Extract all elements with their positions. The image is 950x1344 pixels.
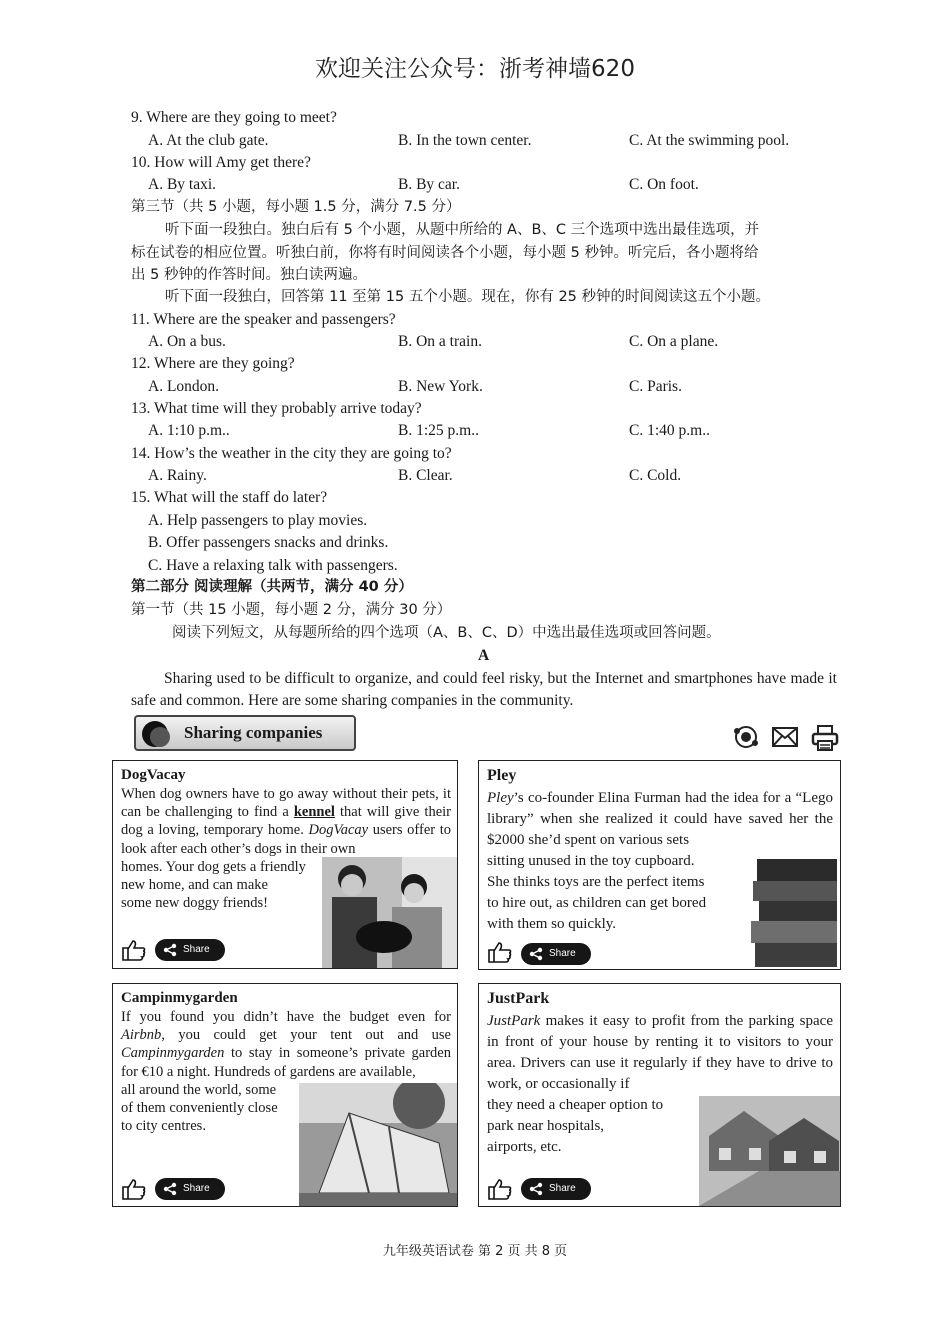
share-button[interactable]	[155, 939, 225, 961]
question-9: 9. Where are they going to meet?	[131, 109, 337, 126]
q14-option-c: C. Cold.	[629, 467, 682, 484]
part2-instruction: 阅读下列短文，从每题所给的四个选项（A、B、C、D）中选出最佳选项或回答问题。	[172, 625, 721, 641]
thumbs-up-icon[interactable]	[487, 941, 513, 963]
card-text: Pley’s co-founder Elina Furman had the idea for a “Lego library” when she realized it could have saved her the $2000 she’d spent on various sets	[487, 790, 833, 848]
q13-option-b: B. 1:25 p.m..	[398, 422, 479, 439]
page-footer: 九年级英语试卷 第 2 页 共 8 页	[382, 1244, 568, 1259]
q11-option-c: C. On a plane.	[629, 333, 719, 350]
q12-option-c: C. Paris.	[629, 378, 682, 395]
q9-option-a: A. At the club gate.	[148, 132, 269, 149]
q15-option-c: C. Have a relaxing talk with passengers.	[148, 557, 398, 574]
card-dogvacay	[112, 760, 458, 969]
q10-option-a: A. By taxi.	[148, 176, 217, 193]
share-label: Share	[183, 1183, 210, 1194]
share-icon	[163, 943, 177, 957]
question-13: 13. What time will they probably arrive today?	[131, 400, 422, 417]
q10-option-c: C. On foot.	[629, 176, 699, 193]
circle-icon	[150, 727, 170, 747]
thumbs-up-icon[interactable]	[487, 1178, 513, 1200]
share-icon	[163, 1182, 177, 1196]
sharing-companies-banner	[134, 715, 356, 751]
q10-option-b: B. By car.	[398, 176, 460, 193]
section3-instruction-4: 听下面一段独白，回答第 11 至第 15 五个小题。现在，你有 25 秒钟的时间阅读这五个小题。	[165, 289, 771, 305]
card-text: If you found you didn’t have the budget even for Airbnb, you could get your tent out and use Campinmygarden to stay in someone’s private garden for €10 a night. Hundreds of gardens are available,	[121, 1009, 451, 1080]
passage-letter: A	[478, 647, 490, 664]
tent-garden-photo	[299, 1083, 457, 1206]
mail-icon[interactable]	[771, 724, 799, 750]
card-campinmygarden	[112, 983, 458, 1207]
card-pley	[478, 760, 841, 970]
question-12: 12. Where are they going?	[131, 355, 295, 372]
share-toolbar	[733, 724, 839, 752]
share-icon	[529, 947, 543, 961]
printer-icon[interactable]	[811, 724, 839, 752]
card-text-wrap: sitting unused in the toy cupboard. She thinks toys are the perfect items to hire out, as children can get bored with them so quickly.	[487, 853, 707, 932]
question-14: 14. How’s the weather in the city they are going to?	[131, 445, 452, 462]
q11-option-b: B. On a train.	[398, 333, 482, 350]
lego-boxes-photo	[749, 853, 841, 970]
q13-option-a: A. 1:10 p.m..	[148, 422, 230, 439]
share-label: Share	[183, 944, 210, 955]
thumbs-up-icon[interactable]	[121, 1178, 147, 1200]
q15-option-b: B. Offer passengers snacks and drinks.	[148, 534, 389, 551]
houses-street-photo	[699, 1096, 841, 1206]
q12-option-a: A. London.	[148, 378, 220, 395]
q13-option-c: C. 1:40 p.m..	[629, 422, 710, 439]
card-title: Campinmygarden	[121, 990, 238, 1006]
share-button[interactable]	[521, 943, 591, 965]
page-header: 欢迎关注公众号：浙考神墙620	[315, 56, 635, 82]
part2-title: 第二部分 阅读理解（共两节，满分 40 分）	[131, 579, 413, 595]
section3-instruction-2: 标在试卷的相应位置。听独白前，你将有时间阅读各个小题，每小题 5 秒钟。听完后，各小题将给	[131, 245, 759, 261]
q15-option-a: A. Help passengers to play movies.	[148, 512, 368, 529]
share-icon	[529, 1182, 543, 1196]
question-15: 15. What will the staff do later?	[131, 489, 328, 506]
q9-option-b: B. In the town center.	[398, 132, 532, 149]
dog-owners-photo	[322, 857, 458, 969]
share-button[interactable]	[155, 1178, 225, 1200]
share-label: Share	[549, 1183, 576, 1194]
section3-instruction-1: 听下面一段独白。独白后有 5 个小题，从题中所给的 A、B、C 三个选项中选出最佳选项，并	[165, 222, 760, 238]
card-text-wrap: all around the world, some of them conveniently close to city centres.	[121, 1082, 278, 1135]
section3-title: 第三节（共 5 小题，每小题 1.5 分，满分 7.5 分）	[131, 199, 461, 215]
card-justpark	[478, 983, 841, 1207]
question-10: 10. How will Amy get there?	[131, 154, 311, 171]
q9-option-c: C. At the swimming pool.	[629, 132, 790, 149]
q14-option-a: A. Rainy.	[148, 467, 207, 484]
card-text-wrap: they need a cheaper option to park near hospitals, airports, etc.	[487, 1097, 664, 1155]
share-label: Share	[549, 948, 576, 959]
card-text: When dog owners have to go away without their pets, it can be challenging to find a kennel that will give their dog a loving, temporary home. DogVacay users offer to look after each other’s dogs in their own	[121, 786, 451, 857]
question-11: 11. Where are the speaker and passengers?	[131, 311, 396, 328]
share-button[interactable]	[521, 1178, 591, 1200]
network-icon[interactable]	[733, 724, 759, 750]
part2-section1: 第一节（共 15 小题，每小题 2 分，满分 30 分）	[131, 602, 452, 618]
card-title: JustPark	[487, 990, 550, 1007]
card-title: DogVacay	[121, 767, 186, 783]
card-text-wrap: homes. Your dog gets a friendly new home, and can make some new doggy friends!	[121, 859, 306, 912]
section3-instruction-3: 出 5 秒钟的作答时间。独白读两遍。	[131, 267, 367, 283]
q14-option-b: B. Clear.	[398, 467, 453, 484]
card-title: Pley	[487, 767, 517, 784]
card-text: JustPark makes it easy to profit from the parking space in front of your house by renting it to visitors to your area. Drivers can use it regularly if they have to drive to work, or occasionally if	[487, 1013, 833, 1092]
q12-option-b: B. New York.	[398, 378, 483, 395]
thumbs-up-icon[interactable]	[121, 939, 147, 961]
q11-option-a: A. On a bus.	[148, 333, 226, 350]
banner-title: Sharing companies	[184, 723, 323, 742]
passage-intro: Sharing used to be difficult to organize, and could feel risky, but the Internet and smartphones have made it safe and common. Here are some sharing companies in the community.	[131, 670, 837, 709]
